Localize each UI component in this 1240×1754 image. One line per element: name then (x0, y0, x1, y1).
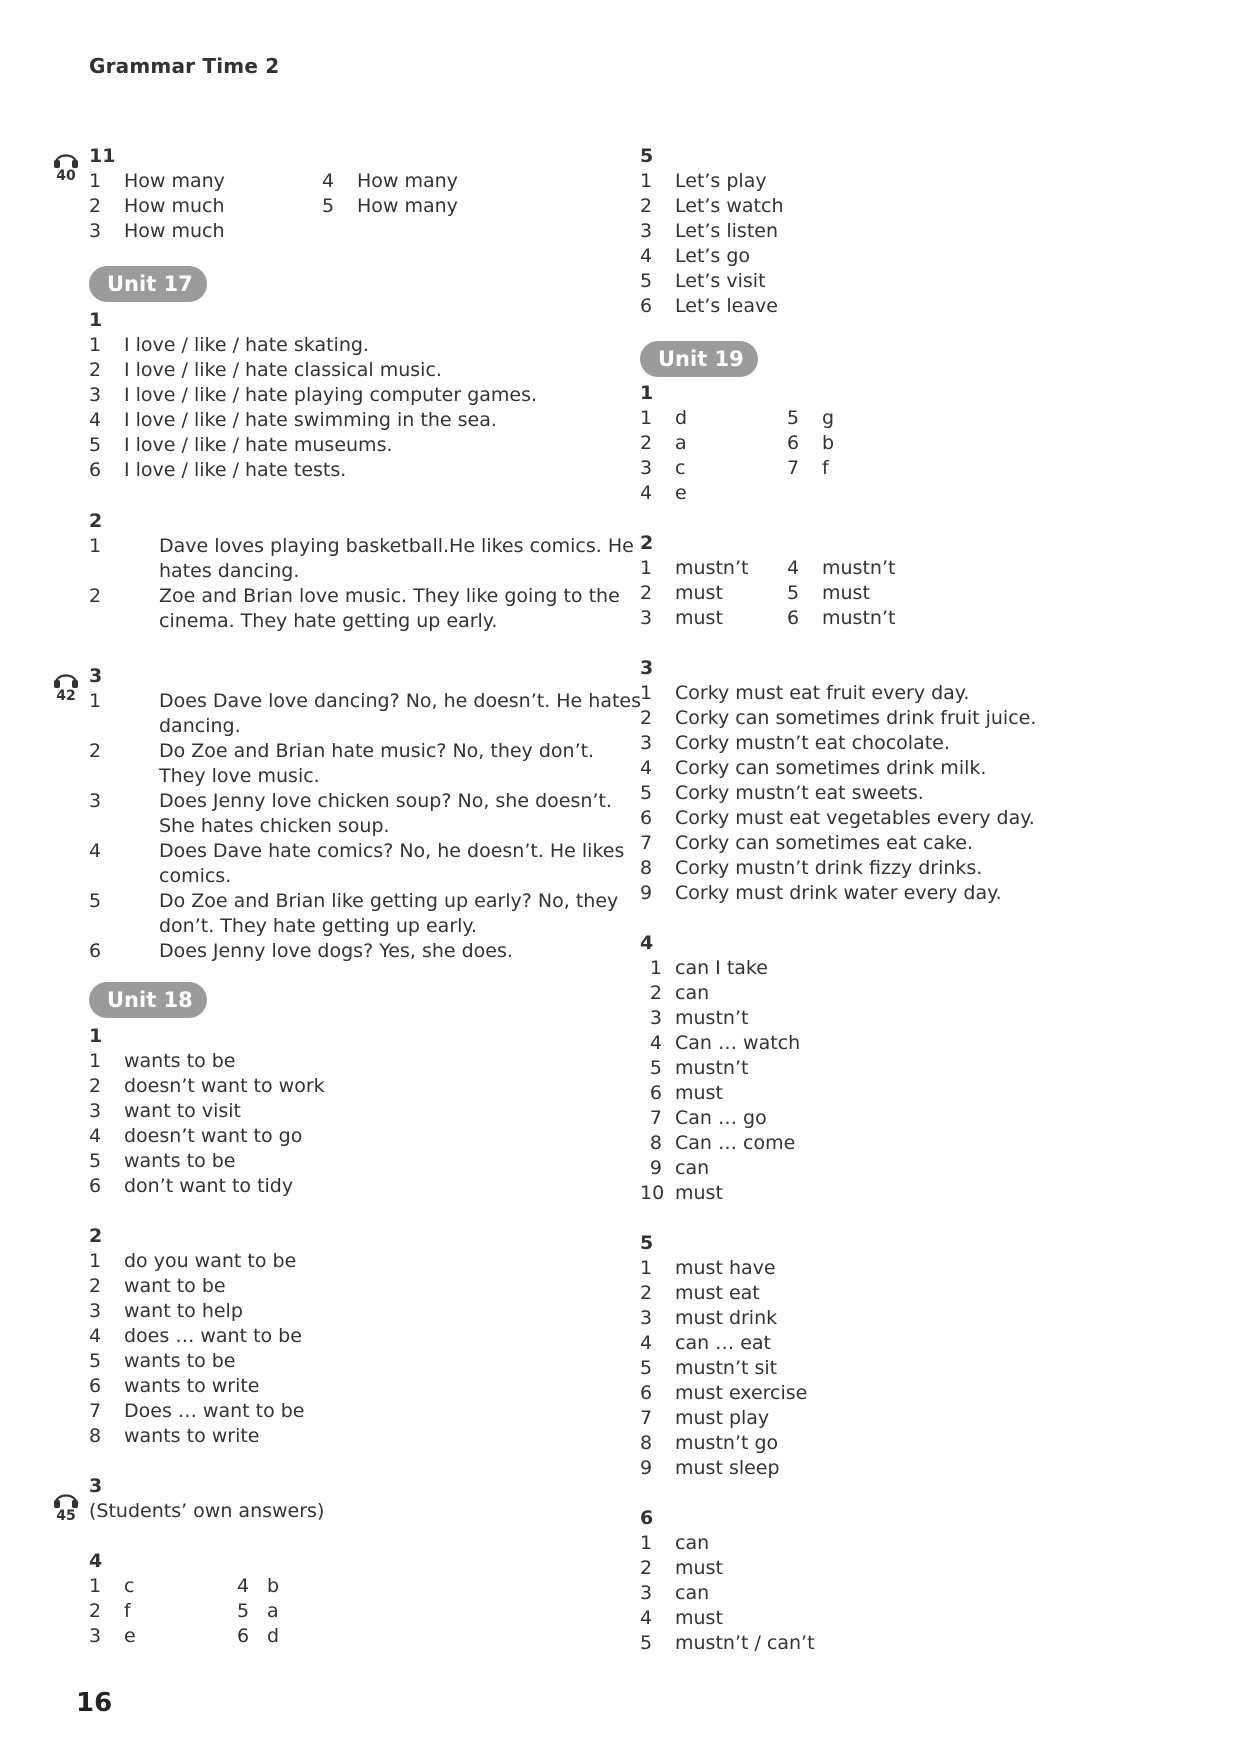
answer-note: (Students’ own answers) (89, 1500, 325, 1522)
list-item: 2 must eat (640, 1282, 760, 1304)
list-item: 8 mustn’t go (640, 1432, 779, 1454)
list-item: 5 mustn’t (649, 1057, 749, 1079)
exercise-number: 5 (640, 1232, 654, 1254)
list-item: 1 Let’s play (640, 170, 767, 192)
list-item: 6 Corky must eat vegetables every day. (640, 807, 1035, 829)
track-number: 42 (56, 688, 76, 704)
unit-19-exercise-6 (640, 1506, 1100, 1656)
headphones-icon (52, 147, 80, 169)
list-item: 5 Do Zoe and Brian like getting up early? No, they don’t. They hate getting up early. (89, 890, 619, 937)
list-item: 5 Let’s visit (640, 270, 766, 292)
list-item: 7 Can … go (649, 1107, 767, 1129)
unit-17-heading: Unit 17 (89, 266, 207, 302)
list-item: 7 Does … want to be (89, 1400, 305, 1422)
audio-track-42[interactable] (50, 667, 82, 703)
list-item: 6 I love / like / hate tests. (89, 459, 347, 481)
exercise-number: 3 (640, 657, 654, 679)
list-item: 2 Zoe and Brian love music. They like going to the cinema. They hate getting up early. (89, 585, 620, 632)
list-item: 2 must 5 must (640, 582, 870, 604)
list-item: 1 must have (640, 1257, 776, 1279)
exercise-number: 1 (640, 382, 654, 404)
exercise-5 (640, 144, 1100, 319)
list-item: 6 don’t want to tidy (89, 1175, 294, 1197)
list-item: 4 Corky can sometimes drink milk. (640, 757, 987, 779)
list-item: 9 Corky must drink water every day. (640, 882, 1002, 904)
list-item: 1 do you want to be (89, 1250, 297, 1272)
list-item: 3 Let’s listen (640, 220, 779, 242)
list-item: 6 must (649, 1082, 723, 1104)
list-item: 2 a 6 b (640, 432, 835, 454)
list-item: 2 must (640, 1557, 723, 1579)
list-item: 7 Corky can sometimes eat cake. (640, 832, 974, 854)
audio-track-45[interactable] (50, 1487, 82, 1523)
list-item: 1 can I take (649, 957, 768, 979)
unit-17-exercise-3 (89, 664, 642, 964)
unit-19-heading: Unit 19 (640, 341, 758, 377)
list-item: 5 mustn’t sit (640, 1357, 778, 1379)
headphones-icon (52, 1487, 80, 1509)
list-item: 5 mustn’t / can’t (640, 1632, 815, 1654)
list-item: 3 must 6 mustn’t (640, 607, 896, 629)
list-item: 3 c 7 f (640, 457, 829, 479)
unit-18-exercise-4 (89, 1549, 609, 1649)
list-item: 5 Corky mustn’t eat sweets. (640, 782, 924, 804)
unit-19-exercise-2 (640, 531, 1100, 631)
list-item: 3 How much (89, 220, 225, 242)
list-item: 2 Corky can sometimes drink fruit juice. (640, 707, 1037, 729)
list-item: 1 d 5 g (640, 407, 835, 429)
exercise-11 (89, 144, 609, 244)
unit-18-heading: Unit 18 (89, 982, 207, 1018)
list-item: 2 I love / like / hate classical music. (89, 359, 442, 381)
unit-19-exercise-4 (640, 931, 1100, 1206)
unit-17-exercise-2 (89, 509, 634, 634)
track-number: 45 (56, 1508, 76, 1524)
unit-19-exercise-5 (640, 1231, 1100, 1481)
exercise-number: 3 (89, 665, 103, 687)
list-item: 4 doesn’t want to go (89, 1125, 303, 1147)
list-item: 2 want to be (89, 1275, 226, 1297)
exercise-number: 3 (89, 1475, 103, 1497)
audio-track-40[interactable] (50, 147, 82, 183)
list-item: 4 e (640, 482, 687, 504)
list-item: 2 doesn’t want to work (89, 1075, 325, 1097)
exercise-number: 11 (89, 145, 116, 167)
list-item: 3 must drink (640, 1307, 778, 1329)
exercise-number: 5 (640, 145, 654, 167)
list-item: 4 can … eat (640, 1332, 771, 1354)
exercise-number: 1 (89, 309, 103, 331)
page-number: 16 (76, 1688, 113, 1718)
list-item: 6 Does Jenny love dogs? Yes, she does. (89, 940, 513, 962)
list-item: 10 must (640, 1182, 723, 1204)
page-header: Grammar Time 2 (89, 54, 280, 78)
list-item: 1 c 4 b (89, 1575, 280, 1597)
list-item: 7 must play (640, 1407, 770, 1429)
list-item: 4 does … want to be (89, 1325, 302, 1347)
exercise-number: 6 (640, 1507, 654, 1529)
list-item: 4 Let’s go (640, 245, 751, 267)
list-item: 6 must exercise (640, 1382, 808, 1404)
list-item: 8 wants to write (89, 1425, 260, 1447)
list-item: 5 wants to be (89, 1150, 236, 1172)
list-item: 1 How many 4 How many (89, 170, 458, 192)
unit-18-exercise-2 (89, 1224, 609, 1449)
unit-17-exercise-1 (89, 308, 609, 483)
list-item: 4 Does Dave hate comics? No, he doesn’t. He likes comics. (89, 840, 625, 887)
list-item: 3 mustn’t (649, 1007, 749, 1029)
list-item: 2 f 5 a (89, 1600, 279, 1622)
list-item: 2 can (649, 982, 710, 1004)
list-item: 4 Can … watch (649, 1032, 801, 1054)
list-item: 1 mustn’t 4 mustn’t (640, 557, 896, 579)
list-item: 3 Does Jenny love chicken soup? No, she doesn’t. She hates chicken soup. (89, 790, 612, 837)
exercise-number: 2 (89, 1225, 103, 1247)
list-item: 1 Dave loves playing basketball.He likes comics. He hates dancing. (89, 535, 634, 582)
unit-19-exercise-1 (640, 381, 1100, 506)
list-item: 6 wants to write (89, 1375, 260, 1397)
list-item: 1 Corky must eat fruit every day. (640, 682, 970, 704)
list-item: 2 How much 5 How many (89, 195, 458, 217)
unit-19-exercise-3 (640, 656, 1100, 906)
exercise-number: 1 (89, 1025, 103, 1047)
unit-18-exercise-1 (89, 1024, 609, 1199)
list-item: 9 must sleep (640, 1457, 780, 1479)
exercise-number: 4 (640, 932, 654, 954)
list-item: 1 Does Dave love dancing? No, he doesn’t. He hates dancing. (89, 690, 642, 737)
list-item: 1 can (640, 1532, 710, 1554)
exercise-number: 2 (640, 532, 654, 554)
list-item: 3 want to help (89, 1300, 243, 1322)
exercise-number: 4 (89, 1550, 103, 1572)
exercise-number: 2 (89, 510, 103, 532)
list-item: 8 Can … come (649, 1132, 796, 1154)
list-item: 5 I love / like / hate museums. (89, 434, 393, 456)
list-item: 6 Let’s leave (640, 295, 778, 317)
list-item: 3 I love / like / hate playing computer games. (89, 384, 538, 406)
list-item: 8 Corky mustn’t drink fizzy drinks. (640, 857, 983, 879)
list-item: 3 Corky mustn’t eat chocolate. (640, 732, 950, 754)
list-item: 3 can (640, 1582, 710, 1604)
unit-18-exercise-3 (89, 1474, 609, 1524)
list-item: 4 I love / like / hate swimming in the sea. (89, 409, 497, 431)
list-item: 1 I love / like / hate skating. (89, 334, 369, 356)
list-item: 1 wants to be (89, 1050, 236, 1072)
list-item: 2 Let’s watch (640, 195, 784, 217)
list-item: 5 wants to be (89, 1350, 236, 1372)
list-item: 4 must (640, 1607, 723, 1629)
track-number: 40 (56, 168, 76, 184)
list-item: 2 Do Zoe and Brian hate music? No, they don’t. They love music. (89, 740, 595, 787)
list-item: 3 want to visit (89, 1100, 241, 1122)
headphones-icon (52, 667, 80, 689)
list-item: 9 can (649, 1157, 710, 1179)
list-item: 3 e 6 d (89, 1625, 280, 1647)
